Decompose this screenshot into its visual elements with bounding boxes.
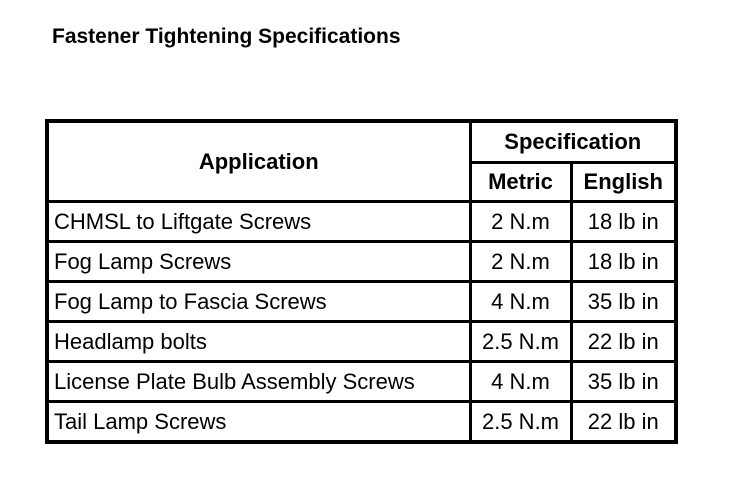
table-row <box>47 322 676 362</box>
table-row <box>47 362 676 402</box>
application-cell: Fog Lamp Screws <box>47 242 470 282</box>
table-row <box>47 242 676 282</box>
english-cell: 35 lb in <box>571 362 676 402</box>
table-row <box>47 402 676 443</box>
english-cell: 22 lb in <box>571 322 676 362</box>
metric-cell: 2 N.m <box>470 202 571 242</box>
metric-cell: 2 N.m <box>470 242 571 282</box>
metric-cell: 2.5 N.m <box>470 402 571 443</box>
page-title: Fastener Tightening Specifications <box>52 25 401 48</box>
metric-cell: 4 N.m <box>470 362 571 402</box>
english-cell: 18 lb in <box>571 202 676 242</box>
fastener-spec-table <box>45 119 678 444</box>
english-cell: 22 lb in <box>571 402 676 443</box>
specification-header: Specification <box>470 121 676 163</box>
application-cell: CHMSL to Liftgate Screws <box>47 202 470 242</box>
application-cell: Tail Lamp Screws <box>47 402 470 443</box>
application-cell: License Plate Bulb Assembly Screws <box>47 362 470 402</box>
table-row <box>47 202 676 242</box>
metric-cell: 2.5 N.m <box>470 322 571 362</box>
table-header-row <box>47 121 676 163</box>
application-cell: Headlamp bolts <box>47 322 470 362</box>
application-cell: Fog Lamp to Fascia Screws <box>47 282 470 322</box>
english-header: English <box>571 163 676 202</box>
metric-header: Metric <box>470 163 571 202</box>
english-cell: 35 lb in <box>571 282 676 322</box>
english-cell: 18 lb in <box>571 242 676 282</box>
metric-cell: 4 N.m <box>470 282 571 322</box>
table-row <box>47 282 676 322</box>
application-header: Application <box>47 121 470 202</box>
